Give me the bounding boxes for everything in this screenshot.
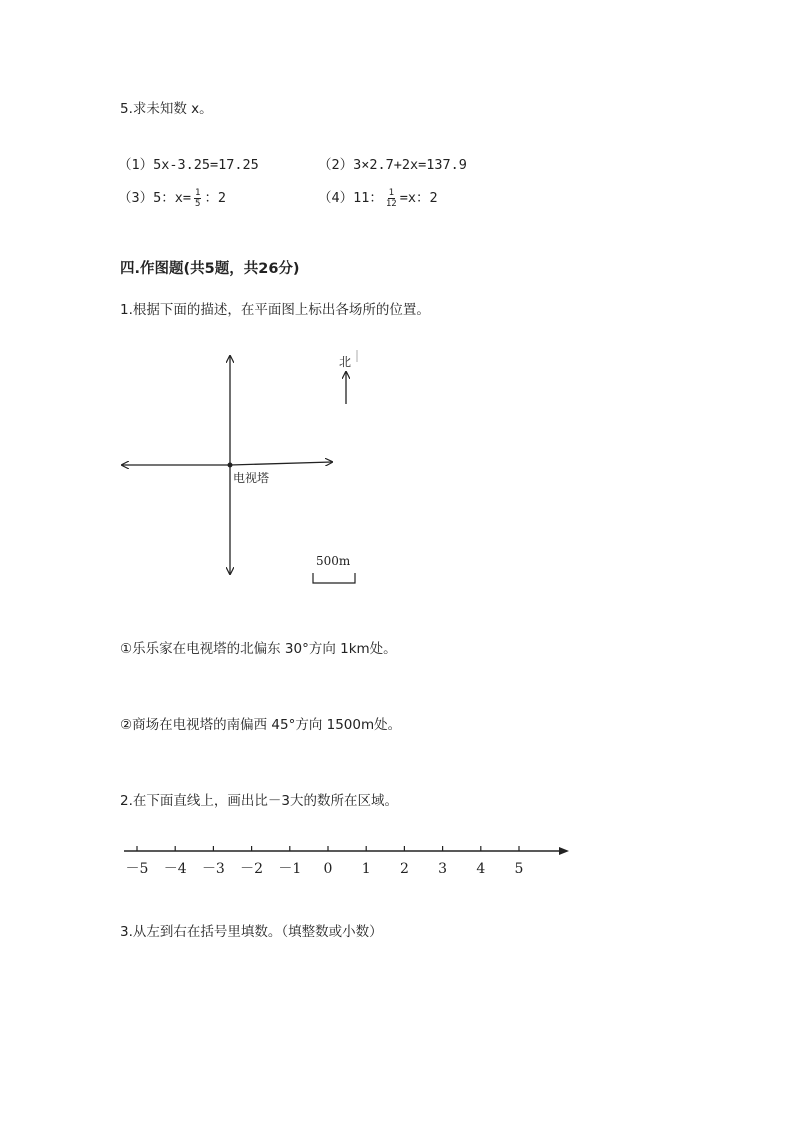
number-line-label: 2 bbox=[399, 861, 409, 877]
number-line-label: －2 bbox=[240, 861, 264, 877]
fraction-denominator: 12 bbox=[385, 198, 397, 209]
q5-problem-4 bbox=[318, 186, 438, 209]
fraction-denominator: 5 bbox=[195, 198, 201, 209]
scale-label: 500m bbox=[316, 554, 351, 568]
number-line-label: 1 bbox=[361, 861, 371, 877]
q5-problem-2: （2）3×2.7+2x=137.9 bbox=[318, 157, 467, 173]
number-line-label: 4 bbox=[476, 861, 486, 877]
q1-item-2: ②商场在电视塔的南偏西 45°方向 1500m处。 bbox=[120, 717, 402, 733]
number-line bbox=[115, 838, 575, 883]
q5-problem-3-suffix: ：2 bbox=[204, 190, 227, 206]
north-label: 北 bbox=[339, 355, 352, 369]
number-line-label: －3 bbox=[201, 861, 225, 877]
number-line-label: －5 bbox=[125, 861, 149, 877]
fraction-numerator: 1 bbox=[388, 187, 395, 198]
number-line-label: －4 bbox=[163, 861, 187, 877]
section-heading: 四.作图题(共5题，共26分) bbox=[120, 261, 300, 277]
q2-text: 2.在下面直线上，画出比－3大的数所在区域。 bbox=[120, 793, 398, 809]
number-line-label: 3 bbox=[438, 861, 448, 877]
q1-item-1: ①乐乐家在电视塔的北偏东 30°方向 1km处。 bbox=[120, 641, 397, 657]
q5-title: 5.求未知数 x。 bbox=[120, 101, 213, 117]
direction-map bbox=[110, 340, 370, 590]
number-line-label: 5 bbox=[514, 861, 524, 877]
q5-problem-4-fraction bbox=[386, 188, 397, 209]
q5-problem-3-prefix: （3）5：x= bbox=[118, 190, 192, 206]
tv-tower-point bbox=[228, 463, 233, 468]
q1-text: 1.根据下面的描述，在平面图上标出各场所的位置。 bbox=[120, 302, 430, 318]
q5-problem-4-suffix: =x：2 bbox=[399, 190, 438, 206]
fraction-numerator: 1 bbox=[195, 187, 201, 198]
number-line-labels bbox=[126, 861, 524, 877]
east-axis bbox=[230, 462, 332, 465]
q5-problem-4-prefix: （4）11： bbox=[318, 190, 383, 206]
number-line-label: 0 bbox=[323, 861, 333, 877]
tv-tower-label: 电视塔 bbox=[233, 471, 270, 485]
q5-problem-3-fraction bbox=[194, 188, 201, 209]
q5-problem-3 bbox=[118, 186, 226, 209]
scale-bar bbox=[313, 573, 355, 583]
number-line-arrow-icon bbox=[559, 847, 569, 855]
number-line-label: －1 bbox=[278, 861, 302, 877]
q3-text: 3.从左到右在括号里填数。（填整数或小数） bbox=[120, 924, 383, 940]
q5-problem-1: （1）5x-3.25=17.25 bbox=[118, 157, 259, 173]
